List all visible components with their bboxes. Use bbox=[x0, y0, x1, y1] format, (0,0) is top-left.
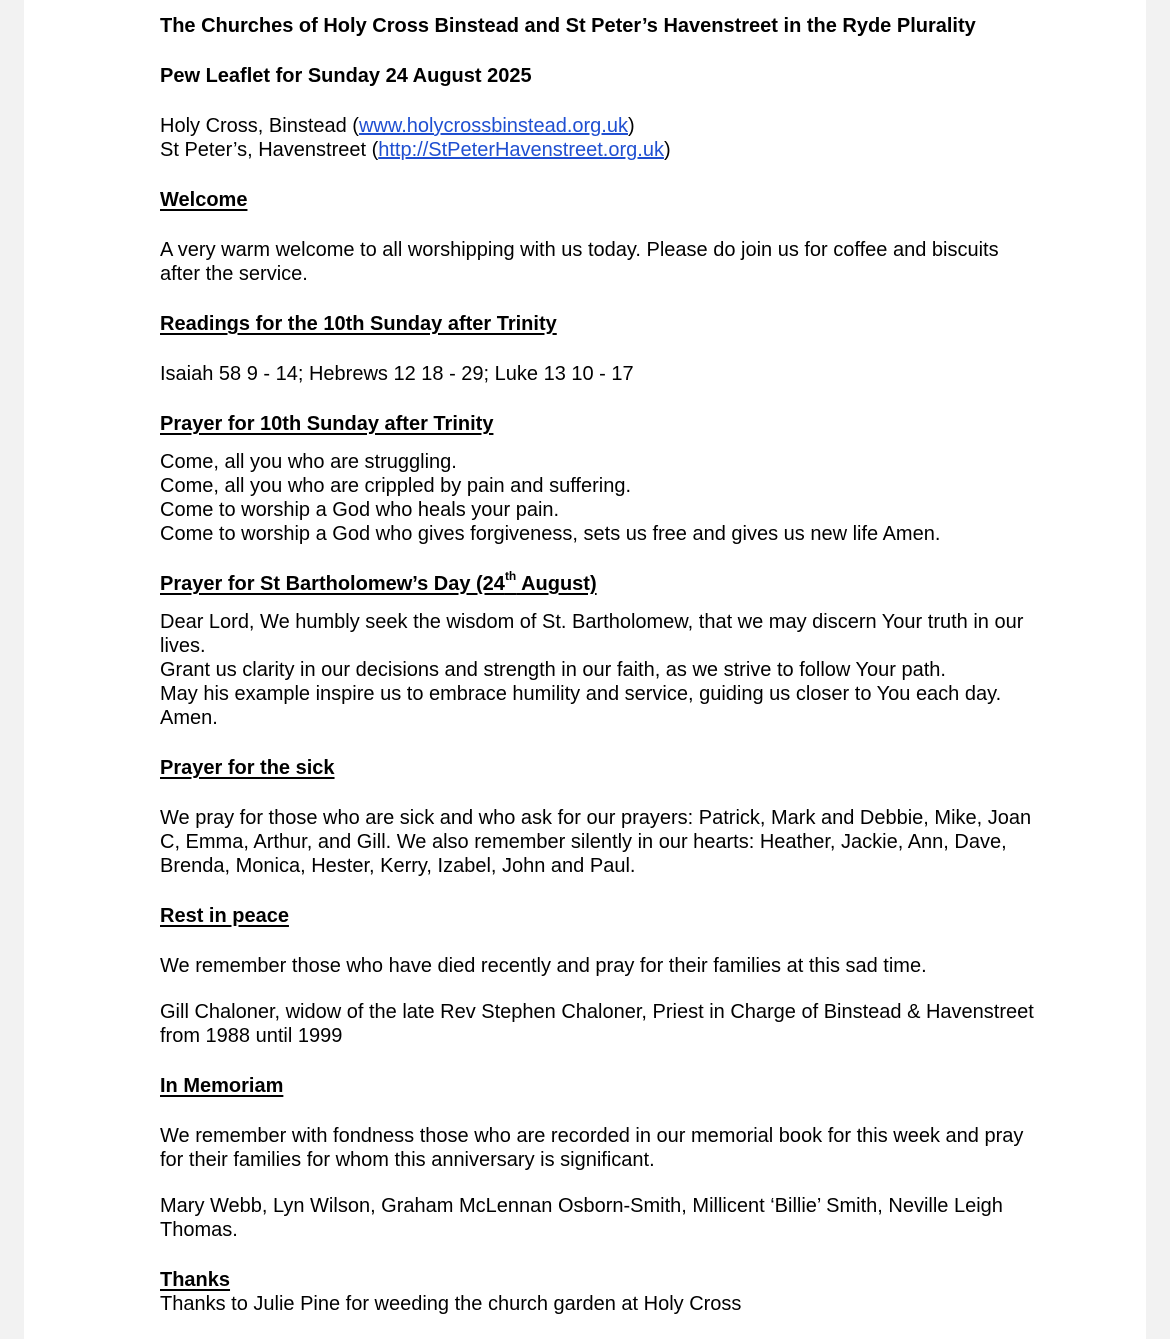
leaflet-subtitle: Pew Leaflet for Sunday 24 August 2025 bbox=[160, 65, 532, 87]
leaflet-page bbox=[24, 0, 1146, 1339]
rest-names: Gill Chaloner, widow of the late Rev Stephen Chaloner, Priest in Charge of Binstead & Havenstreet from 1988 until 1999 bbox=[160, 1001, 1034, 1047]
prayer-line: May his example inspire us to embrace humility and service, guiding us closer to You each day. Amen. bbox=[160, 683, 1002, 729]
prayer-bartholomew-heading: Prayer for St Bartholomew’s Day (24th August) bbox=[160, 569, 597, 595]
prayer-line: Come, all you who are struggling. bbox=[160, 451, 457, 473]
prayer-trinity-heading: Prayer for 10th Sunday after Trinity bbox=[160, 413, 494, 435]
prayer-line: Grant us clarity in our decisions and strength in our faith, as we strive to follow Your path. bbox=[160, 659, 946, 681]
church-line-holy-cross: Holy Cross, Binstead (www.holycrossbinstead.org.uk) bbox=[160, 115, 635, 137]
rest-heading: Rest in peace bbox=[160, 905, 289, 927]
welcome-text: A very warm welcome to all worshipping with us today. Please do join us for coffee and biscuits after the service. bbox=[160, 239, 999, 285]
memoriam-names: Mary Webb, Lyn Wilson, Graham McLennan Osborn-Smith, Millicent ‘Billie’ Smith, Neville Leigh Thomas. bbox=[160, 1195, 1003, 1241]
memoriam-text: We remember with fondness those who are recorded in our memorial book for this week and pray for their families for whom this anniversary is significant. bbox=[160, 1125, 1024, 1171]
thanks-text: Thanks to Julie Pine for weeding the church garden at Holy Cross bbox=[160, 1293, 742, 1315]
welcome-heading: Welcome bbox=[160, 189, 248, 211]
prayer-line: Come to worship a God who heals your pain. bbox=[160, 499, 560, 521]
prayer-line: Dear Lord, We humbly seek the wisdom of St. Bartholomew, that we may discern Your truth in our lives. bbox=[160, 611, 1024, 657]
st-peters-link[interactable]: http://StPeterHavenstreet.org.uk bbox=[378, 139, 664, 161]
church-name: Holy Cross, Binstead bbox=[160, 115, 347, 137]
church-line-st-peters: St Peter’s, Havenstreet (http://StPeterHavenstreet.org.uk) bbox=[160, 139, 671, 161]
sick-heading: Prayer for the sick bbox=[160, 757, 335, 779]
prayer-line: Come, all you who are crippled by pain and suffering. bbox=[160, 475, 632, 497]
readings-heading: Readings for the 10th Sunday after Trinity bbox=[160, 313, 557, 335]
readings-text: Isaiah 58 9 - 14; Hebrews 12 18 - 29; Luke 13 10 - 17 bbox=[160, 363, 634, 385]
thanks-heading: Thanks bbox=[160, 1269, 231, 1291]
memoriam-heading: In Memoriam bbox=[160, 1075, 284, 1097]
rest-text: We remember those who have died recently and pray for their families at this sad time. bbox=[160, 955, 927, 977]
prayer-line: Come to worship a God who gives forgiveness, sets us free and gives us new life Amen. bbox=[160, 523, 941, 545]
church-name: St Peter’s, Havenstreet bbox=[160, 139, 367, 161]
holy-cross-link[interactable]: www.holycrossbinstead.org.uk bbox=[358, 115, 628, 137]
leaflet-content bbox=[160, 14, 1040, 1316]
leaflet-title: The Churches of Holy Cross Binstead and St Peter’s Havenstreet in the Ryde Plurality bbox=[160, 15, 976, 37]
sick-text: We pray for those who are sick and who ask for our prayers: Patrick, Mark and Debbie, Mike, Joan C, Emma, Arthur, and Gill. We also remember silently in our hearts: Heather, Jackie, Ann, Dave, Brenda, Monica, Hester, Kerry, Izabel, John and Paul. bbox=[160, 807, 1032, 877]
